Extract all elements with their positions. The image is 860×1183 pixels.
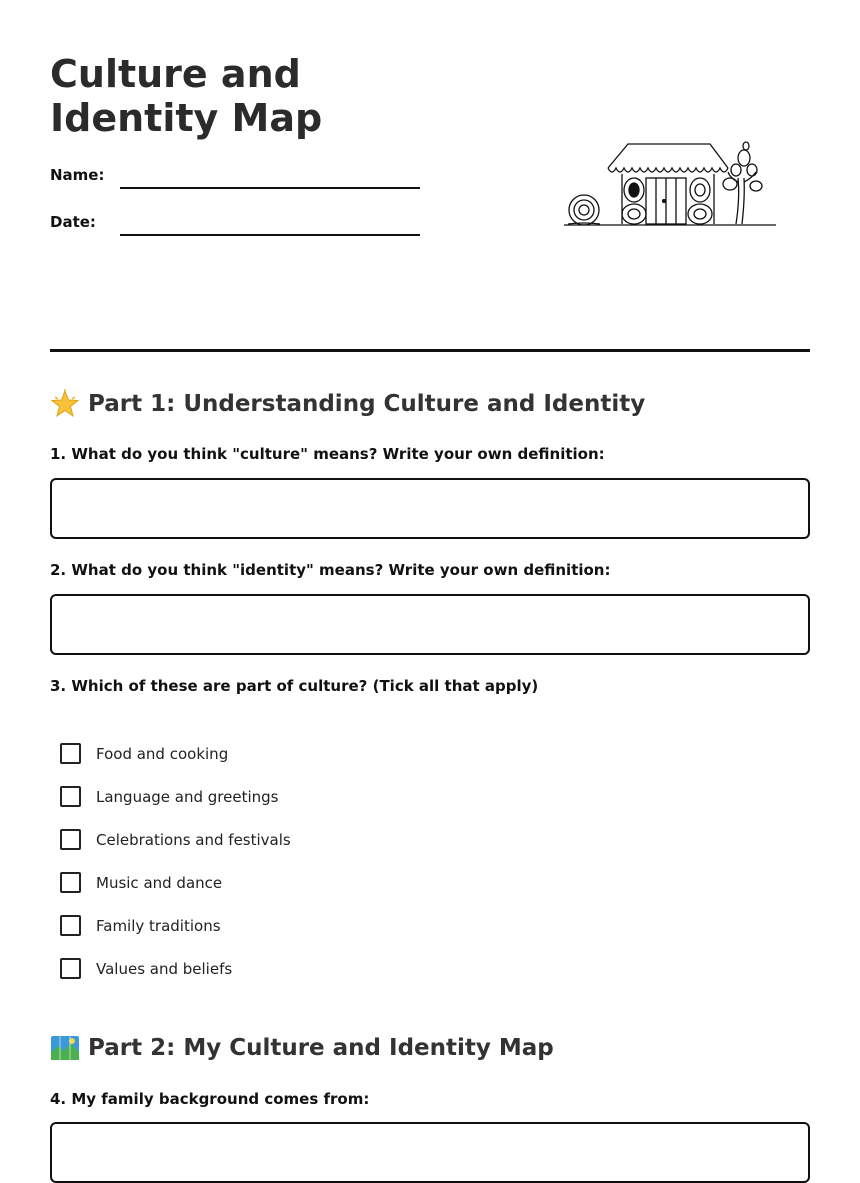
- option-music-and-dance[interactable]: [60, 872, 222, 893]
- checkbox[interactable]: [60, 743, 81, 764]
- option-label: Celebrations and festivals: [96, 830, 291, 849]
- option-values-and-beliefs[interactable]: [60, 958, 232, 979]
- name-label: Name:: [50, 166, 105, 184]
- answer-box-1[interactable]: [50, 478, 810, 539]
- header-divider: [50, 349, 810, 352]
- option-family-traditions[interactable]: [60, 915, 221, 936]
- option-food-and-cooking[interactable]: [60, 743, 228, 764]
- checkbox[interactable]: [60, 872, 81, 893]
- option-label: Values and beliefs: [96, 959, 233, 978]
- option-language-and-greetings[interactable]: [60, 786, 279, 807]
- date-line[interactable]: [120, 234, 420, 236]
- answer-box-2[interactable]: [50, 594, 810, 655]
- name-line[interactable]: [120, 187, 420, 189]
- question-4: 4. My family background comes from:: [50, 1090, 370, 1108]
- checkbox[interactable]: [60, 915, 81, 936]
- option-label: Family traditions: [96, 916, 221, 935]
- part2-heading-text: Part 2: My Culture and Identity Map: [88, 1035, 554, 1061]
- map-icon: [50, 1033, 80, 1063]
- star-icon: [50, 389, 80, 419]
- answer-box-4[interactable]: [50, 1122, 810, 1183]
- hut-illustration: [560, 138, 780, 230]
- question-1: 1. What do you think "culture" means? Write your own definition:: [50, 445, 605, 463]
- date-label: Date:: [50, 213, 96, 231]
- option-label: Language and greetings: [96, 787, 279, 806]
- question-3: 3. Which of these are part of culture? (Tick all that apply): [50, 677, 539, 695]
- checkbox[interactable]: [60, 829, 81, 850]
- checkbox[interactable]: [60, 786, 81, 807]
- worksheet-title: Culture and Identity Map: [50, 52, 323, 140]
- part1-heading-text: Part 1: Understanding Culture and Identity: [88, 391, 646, 417]
- option-label: Music and dance: [96, 873, 223, 892]
- part2-heading: [50, 1033, 554, 1063]
- checkbox[interactable]: [60, 958, 81, 979]
- part1-heading: [50, 389, 645, 419]
- option-celebrations-and-festivals[interactable]: [60, 829, 291, 850]
- option-label: Food and cooking: [96, 744, 229, 763]
- question-2: 2. What do you think "identity" means? Write your own definition:: [50, 561, 611, 579]
